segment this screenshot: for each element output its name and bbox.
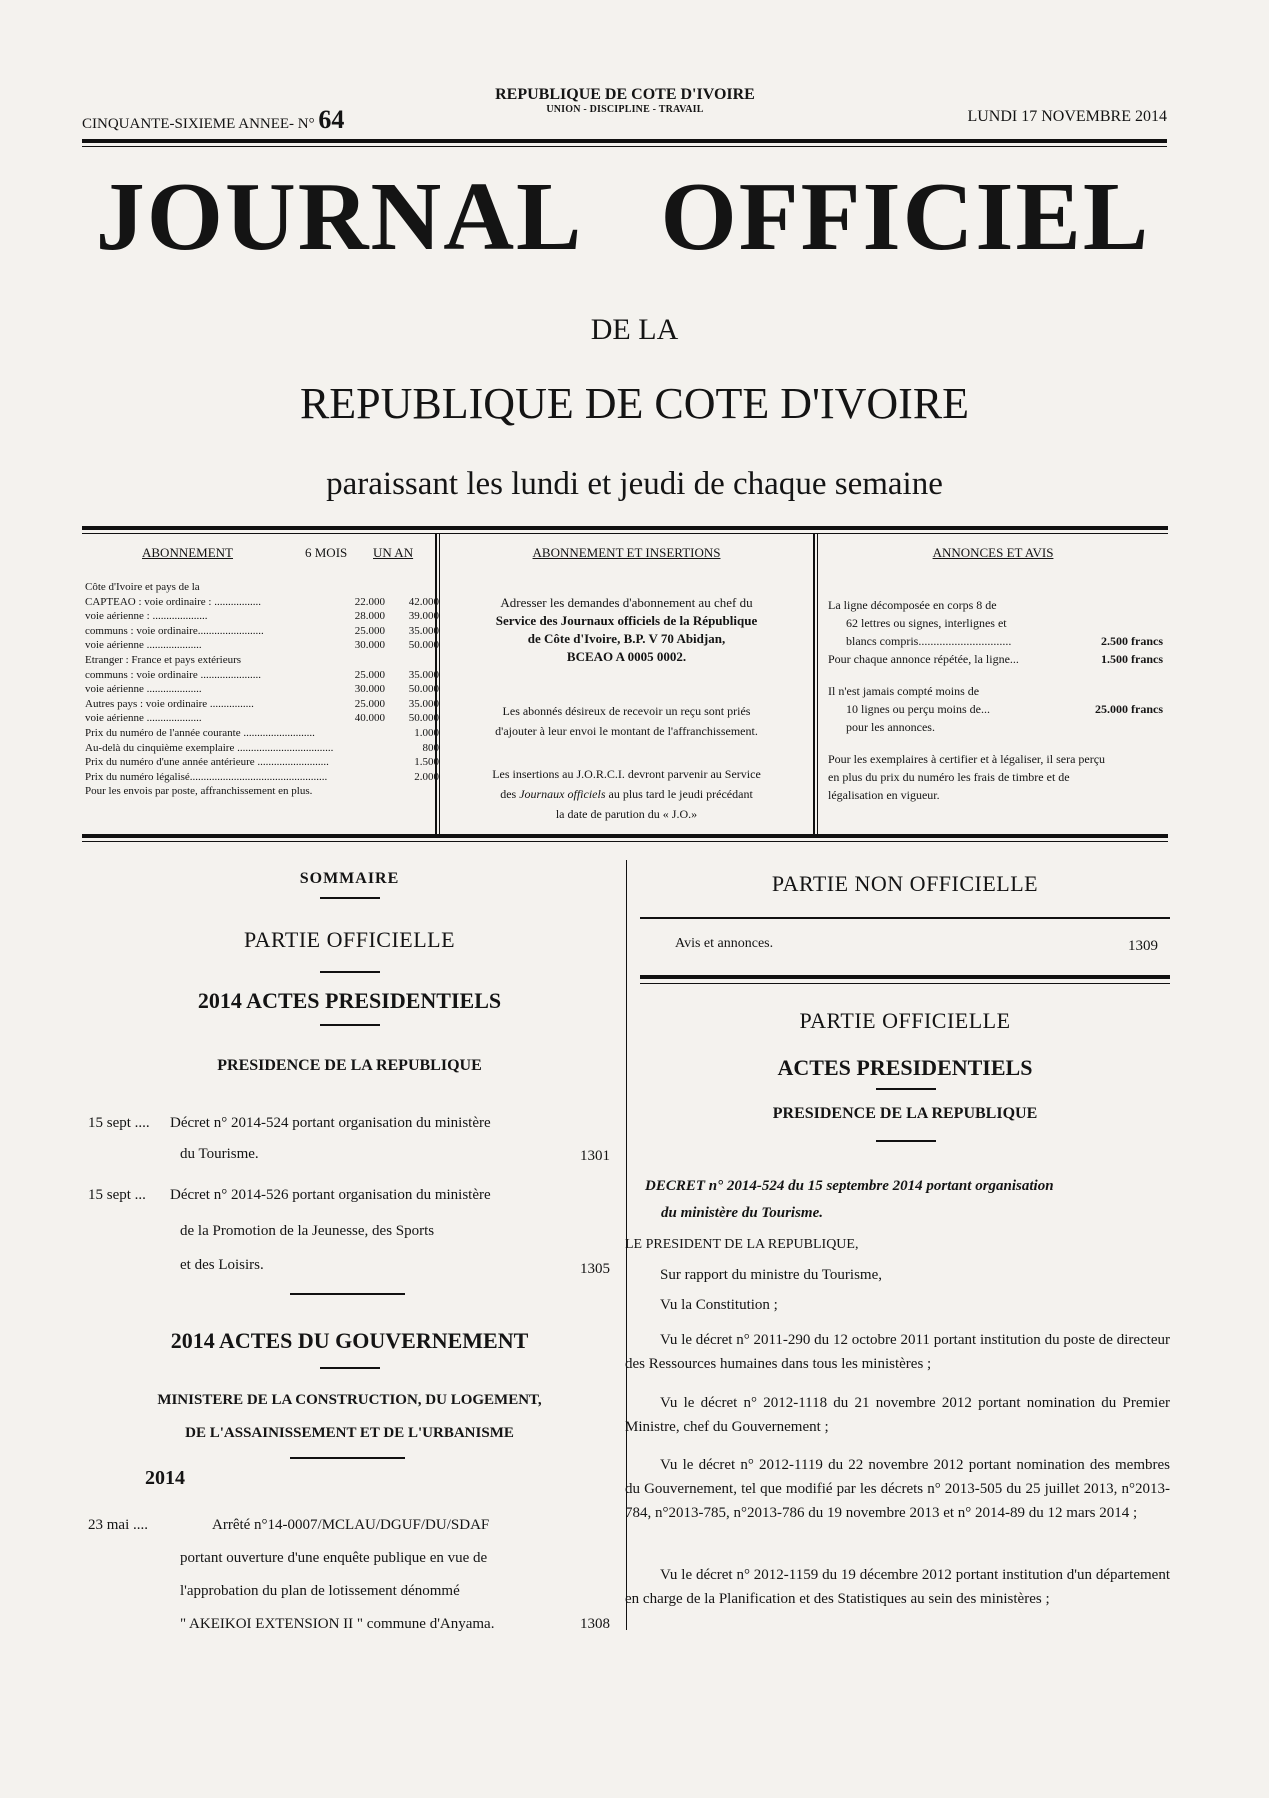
- tariff-six-months: 40.000: [354, 712, 385, 725]
- rate-line: pour les annonces.: [846, 720, 935, 734]
- rate-line: légalisation en vigueur.: [828, 788, 940, 802]
- divider: [290, 1457, 405, 1459]
- tariff-row: [85, 682, 440, 696]
- tariff-row: [85, 726, 440, 740]
- tariff-six-months: 28.000: [354, 610, 385, 623]
- entry-date: 15 sept ...: [88, 1187, 146, 1203]
- decree-title-line: du ministère du Tourisme.: [661, 1205, 823, 1221]
- tariff-label: voie aérienne : ....................: [85, 610, 208, 623]
- tariff-row: [85, 770, 440, 784]
- address-line: Adresser les demandes d'abonnement au chef du: [500, 595, 753, 610]
- entry-date: 23 mai ....: [88, 1517, 148, 1533]
- tariff-one-year: 800: [422, 741, 439, 754]
- partie-non-officielle-heading: PARTIE NON OFFICIELLE: [771, 871, 1039, 896]
- national-motto: UNION - DISCIPLINE - TRAVAIL: [546, 104, 704, 115]
- insertion-line: la date de parution du « J.O.»: [555, 807, 698, 821]
- table-bottom-rule-thin: [82, 841, 1168, 842]
- rate-line: en plus du prix du numéro les frais de timbre et de: [828, 770, 1070, 784]
- year-heading: 2014: [145, 1467, 185, 1489]
- tariff-label: Etranger : France et pays extérieurs: [85, 654, 242, 666]
- tariff-label: Pour les envois par poste, affranchissement en plus.: [85, 785, 313, 798]
- tariff-label: Prix du numéro de l'année courante ..........................: [85, 727, 315, 739]
- tariff-one-year: 42.000: [408, 595, 439, 608]
- entry-text: de la Promotion de la Jeunesse, des Sports: [180, 1223, 435, 1239]
- tariff-one-year: 2.000: [414, 770, 439, 783]
- paragraph: Vu le décret n° 2012-1118 du 21 novembre 2012 portant nomination du Premier Ministre, chef du Gouvernement ;: [625, 1395, 1170, 1435]
- tariff-one-year: 1.500: [414, 756, 439, 769]
- receipt-line: Les abonnés désireux de recevoir un reçu sont priés: [502, 704, 751, 718]
- tariff-six-months: 22.000: [354, 595, 385, 608]
- section-rule-thin: [640, 983, 1170, 984]
- rate-price: 2.500 francs: [1101, 634, 1163, 648]
- annonces-rates: [828, 596, 1163, 804]
- tariff-label: communs : voie ordinaire........................: [85, 624, 264, 637]
- publication-frequency: paraissant les lundi et jeudi de chaque semaine: [326, 466, 943, 502]
- decree-title-line: DECRET n° 2014-524 du 15 septembre 2014 portant organisation: [645, 1178, 1054, 1194]
- paragraph: Vu la Constitution ;: [660, 1297, 778, 1313]
- divider: [876, 1088, 936, 1090]
- tariff-six-months: 30.000: [354, 683, 385, 696]
- republic-name: REPUBLIQUE DE COTE D'IVOIRE: [495, 86, 755, 103]
- rate-text: Pour chaque annonce répétée, la ligne...: [828, 652, 1019, 666]
- tariff-row: [85, 609, 440, 623]
- tariff-six-months: 30.000: [354, 639, 385, 652]
- insertion-text: au plus tard le jeudi précédant: [605, 787, 753, 801]
- insertion-note: [445, 764, 808, 824]
- entry-text: portant ouverture d'une enquête publique en vue de: [180, 1550, 488, 1566]
- insertion-line: Les insertions au J.O.R.C.I. devront parvenir au Service: [492, 767, 761, 781]
- presidence-heading: PRESIDENCE DE LA REPUBLIQUE: [772, 1105, 1038, 1122]
- divider: [320, 1367, 380, 1369]
- insertion-text: des: [500, 787, 520, 801]
- tariff-label: Côte d'Ivoire et pays de la: [85, 581, 200, 593]
- entry-text: Décret n° 2014-526 portant organisation du ministère: [170, 1187, 491, 1203]
- tariff-one-year: 35.000: [408, 697, 439, 710]
- address-line: BCEAO A 0005 0002.: [566, 649, 687, 664]
- entry-text: et des Loisirs.: [180, 1257, 264, 1273]
- table-bottom-rule: [82, 834, 1168, 838]
- tariff-one-year: 35.000: [408, 624, 439, 637]
- insertion-line: [445, 784, 808, 804]
- page-reference: 1308: [580, 1616, 610, 1632]
- divider: [640, 917, 1170, 919]
- entry-text: du Tourisme.: [180, 1146, 259, 1162]
- president-line: LE PRESIDENT DE LA REPUBLIQUE,: [625, 1237, 859, 1252]
- sommaire-title: SOMMAIRE: [299, 870, 400, 887]
- tariff-row: [85, 580, 440, 594]
- entry-text: " AKEIKOI EXTENSION II " commune d'Anyama.: [180, 1616, 495, 1632]
- tariff-row: [85, 653, 440, 667]
- tariff-one-year: 1.000: [414, 727, 439, 739]
- tariff-one-year: 50.000: [408, 639, 439, 652]
- six-mois-heading: 6 MOIS: [305, 545, 348, 560]
- journal-title: JOURNAL OFFICIEL: [95, 163, 1151, 271]
- actes-presidentiels-heading: 2014 ACTES PRESIDENTIELS: [197, 988, 502, 1013]
- tariff-row: [85, 784, 440, 798]
- avis-entry: Avis et annonces.: [675, 936, 774, 951]
- rate-line: Il n'est jamais compté moins de: [828, 684, 980, 698]
- table-top-rule-thin: [82, 533, 1168, 534]
- entry-text: l'approbation du plan de lotissement dénommé: [180, 1583, 460, 1599]
- paragraph: Vu le décret n° 2012-1159 du 19 décembre 2012 portant institution d'un département en charge de la Planification et des Statistiques au sein des ministères ;: [625, 1567, 1170, 1607]
- tariff-row: [85, 697, 440, 711]
- abonnement-heading: ABONNEMENT: [142, 545, 233, 560]
- divider: [320, 1024, 380, 1026]
- receipt-line: d'ajouter à leur envoi le montant de l'affranchissement.: [495, 724, 758, 738]
- tariff-one-year: 50.000: [408, 712, 439, 725]
- divider: [876, 1140, 936, 1142]
- presidence-heading: PRESIDENCE DE LA REPUBLIQUE: [217, 1057, 482, 1074]
- tariff-one-year: 50.000: [408, 683, 439, 696]
- address-line: de Côte d'Ivoire, B.P. V 70 Abidjan,: [527, 631, 726, 646]
- rate-text: blancs compris...............................: [846, 634, 1012, 648]
- edition-line: [82, 105, 344, 135]
- de-la: DE LA: [590, 313, 679, 346]
- partie-officielle-heading: PARTIE OFFICIELLE: [799, 1008, 1011, 1033]
- rate-line: La ligne décomposée en corps 8 de: [828, 598, 997, 612]
- tariff-six-months: 25.000: [354, 668, 385, 681]
- rate-price: 25.000 francs: [1095, 702, 1163, 716]
- partie-officielle-heading: PARTIE OFFICIELLE: [243, 927, 456, 952]
- rate-text: 10 lignes ou perçu moins de...: [846, 702, 990, 716]
- issue-date: LUNDI 17 NOVEMBRE 2014: [967, 108, 1167, 125]
- tariff-label: voie aérienne ....................: [85, 712, 202, 725]
- tariff-one-year: 39.000: [408, 610, 439, 623]
- actes-gouvernement-heading: 2014 ACTES DU GOUVERNEMENT: [170, 1328, 529, 1353]
- republic-title: REPUBLIQUE DE COTE D'IVOIRE: [299, 379, 970, 428]
- rate-line: [828, 650, 1163, 668]
- rate-line: [828, 632, 1163, 650]
- tariff-label: voie aérienne ....................: [85, 683, 202, 696]
- address-line: Service des Journaux officiels de la République: [495, 613, 758, 628]
- rate-line: 62 lettres ou signes, interlignes et: [846, 616, 1007, 630]
- tariff-row: [85, 741, 440, 755]
- insertions-heading: ABONNEMENT ET INSERTIONS: [532, 545, 721, 560]
- page-reference: 1309: [1128, 938, 1158, 954]
- tariff-row: [85, 711, 440, 725]
- rate-price: 1.500 francs: [1101, 652, 1163, 666]
- tariff-row: [85, 595, 440, 609]
- table-top-rule: [82, 526, 1168, 530]
- decree-title: [645, 1173, 1175, 1227]
- tariff-row: [85, 755, 440, 769]
- tariff-row: [85, 668, 440, 682]
- paragraph: Vu le décret n° 2011-290 du 12 octobre 2011 portant institution du poste de directeur des Ressources humaines dans tous les ministères ;: [625, 1332, 1170, 1372]
- paragraph: Sur rapport du ministre du Tourisme,: [660, 1267, 882, 1283]
- paragraph: Vu le décret n° 2012-1119 du 22 novembre 2012 portant nomination des membres du Gouvernement, tel que modifié par les décrets n° 2013-505 du 25 juillet 2013, n°2013-784, n°2013-785, n°2013-786 du 19 novembre 2013 et n° 2014-89 du 12 mars 2014 ;: [625, 1457, 1170, 1521]
- actes-heading: ACTES PRESIDENTIELS: [777, 1055, 1033, 1080]
- tariff-label: Prix du numéro d'une année antérieure ..........................: [85, 756, 329, 769]
- masthead-rule-thin: [82, 146, 1167, 147]
- tariff-label: Prix du numéro légalisé..................................................: [85, 770, 328, 783]
- table-divider-2b: [817, 534, 818, 834]
- subscription-address: [445, 594, 808, 666]
- table-divider-2: [813, 534, 815, 834]
- page-reference: 1305: [580, 1261, 610, 1277]
- un-an-heading: UN AN: [373, 545, 414, 560]
- tariff-label: Au-delà du cinquième exemplaire ...................................: [85, 741, 334, 754]
- tariff-row: [85, 624, 440, 638]
- tariff-six-months: 25.000: [354, 697, 385, 710]
- rate-line: Pour les exemplaires à certifier et à légaliser, il sera perçu: [828, 752, 1106, 766]
- divider: [320, 971, 380, 973]
- insertion-text-italic: Journaux officiels: [519, 787, 606, 801]
- tariff-label: CAPTEAO : voie ordinaire : .................: [85, 595, 261, 608]
- entry-text: Arrêté n°14-0007/MCLAU/DGUF/DU/SDAF: [212, 1517, 490, 1533]
- tariff-label: communs : voie ordinaire ......................: [85, 668, 261, 681]
- tariff-six-months: 25.000: [354, 624, 385, 637]
- issue-number: 64: [318, 105, 345, 134]
- entry-text: Décret n° 2014-524 portant organisation du ministère: [170, 1115, 491, 1131]
- receipt-note: [445, 701, 808, 741]
- republic-header: [420, 86, 830, 115]
- ministere-heading: DE L'ASSAINISSEMENT ET DE L'URBANISME: [185, 1425, 514, 1441]
- tariff-one-year: 35.000: [408, 668, 439, 681]
- tariff-row: [85, 638, 440, 652]
- page-reference: 1301: [580, 1148, 610, 1164]
- rate-line: [828, 700, 1163, 718]
- ministere-heading: MINISTERE DE LA CONSTRUCTION, DU LOGEMENT,: [157, 1392, 542, 1408]
- masthead-rule: [82, 139, 1167, 143]
- tariff-label: Autres pays : voie ordinaire ................: [85, 697, 254, 710]
- divider: [290, 1293, 405, 1295]
- edition-label: CINQUANTE-SIXIEME ANNEE- N°: [82, 116, 315, 132]
- annonces-heading: ANNONCES ET AVIS: [932, 545, 1054, 560]
- divider: [320, 897, 380, 899]
- entry-date: 15 sept ....: [88, 1115, 150, 1131]
- section-rule: [640, 975, 1170, 979]
- tariff-label: voie aérienne ....................: [85, 639, 202, 652]
